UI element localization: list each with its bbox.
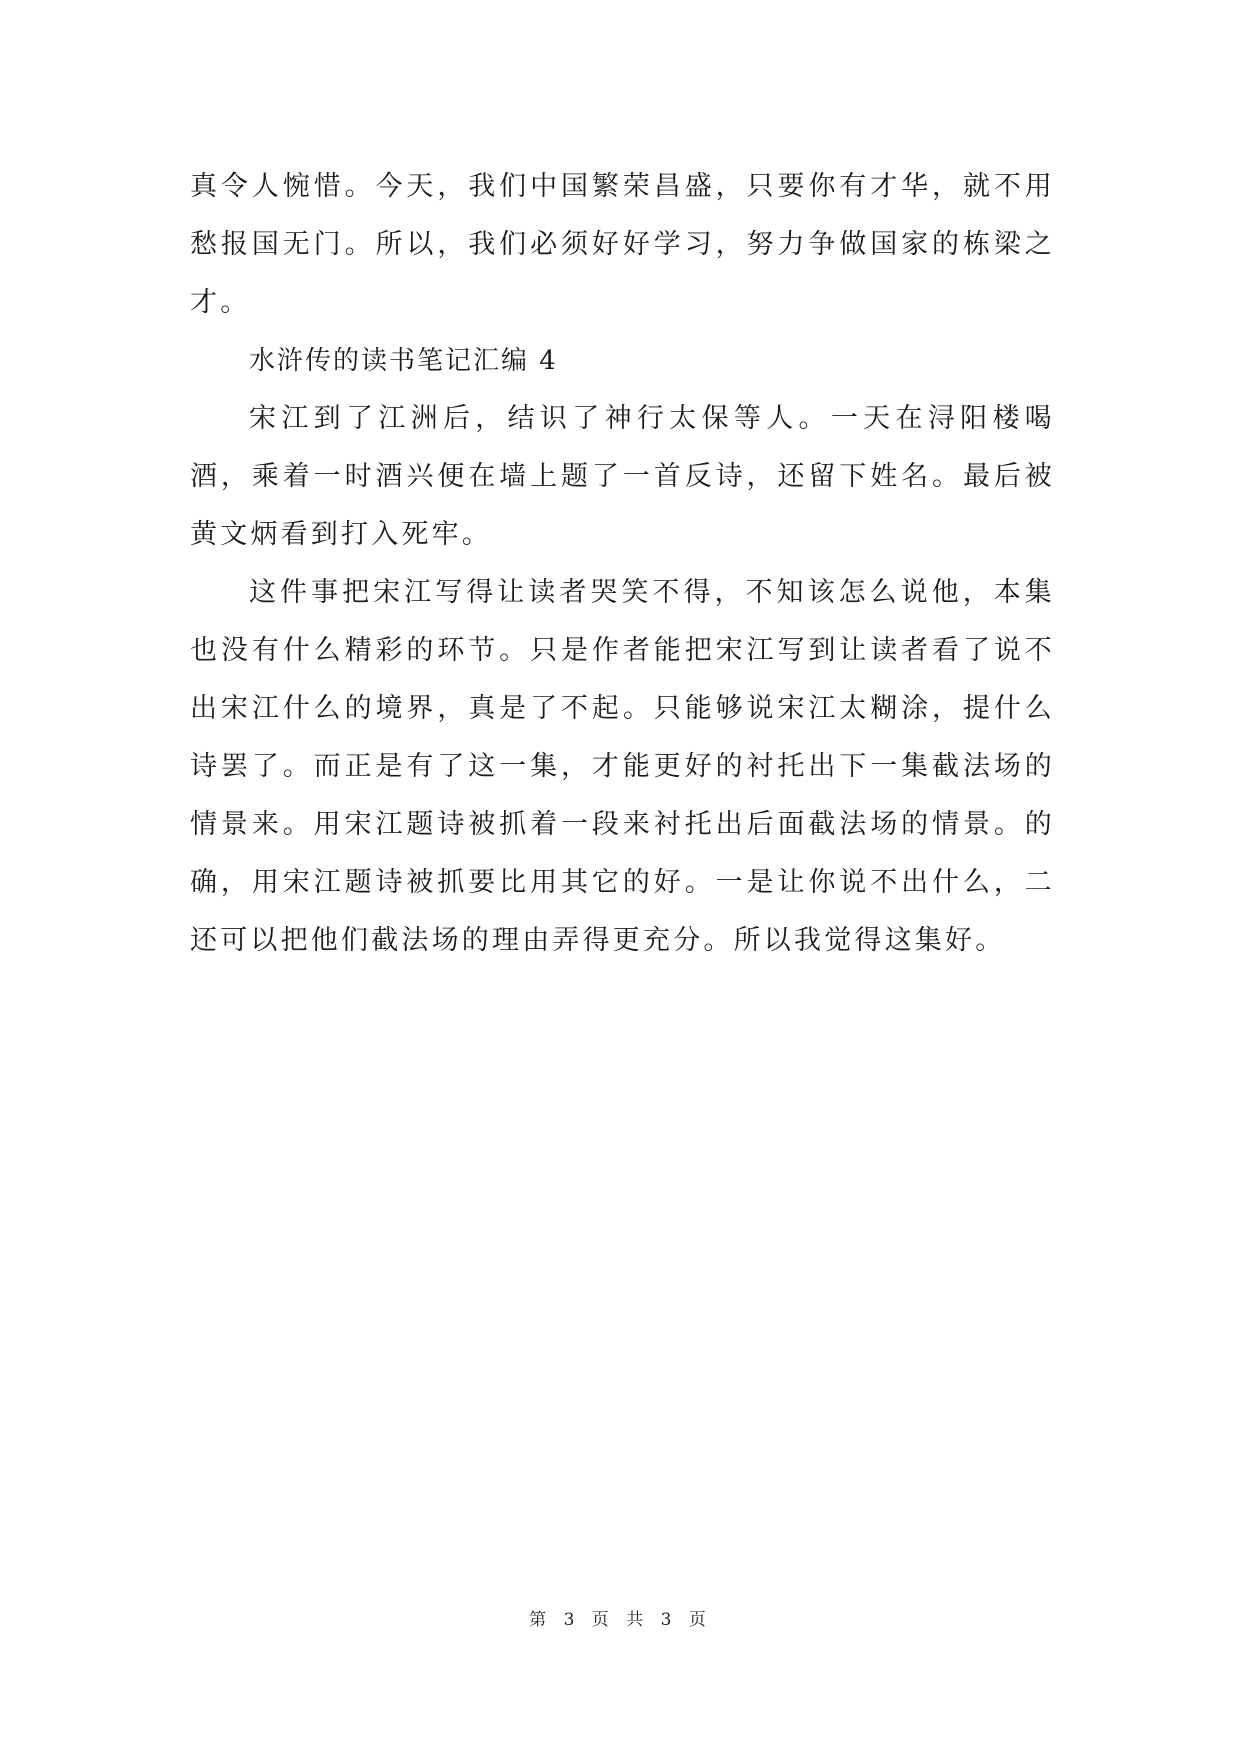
paragraph-continuation: 真令人惋惜。今天，我们中国繁荣昌盛，只要你有才华，就不用愁报国无门。所以，我们必须好好学习，努力争做国家的栋梁之才。 [190, 171, 1055, 318]
section-heading: 水浒传的读书笔记汇编 4 [249, 346, 558, 376]
paragraph-2: 这件事把宋江写得让读者哭笑不得，不知该怎么说他，本集也没有什么精彩的环节。只是作者能把宋江写到让读者看了说不出宋江什么的境界，真是了不起。只能够说宋江太糊涂，提什么诗罢了。而正是有了这一集，才能更好的衬托出下一集截法场的情景来。用宋江题诗被抓着一段来衬托出后面截法场的情景。的确，用宋江题诗被抓要比用其它的好。一是让你说不出什么，二还可以把他们截法场的理由弄得更充分。所以我觉得这集好。 [190, 577, 1055, 956]
paragraph-1: 宋江到了江洲后，结识了神行太保等人。一天在浔阳楼喝酒，乘着一时酒兴便在墙上题了一首反诗，还留下姓名。最后被黄文炳看到打入死牢。 [190, 403, 1055, 550]
document-body [190, 158, 1055, 970]
page-footer: 第 3 页 共 3 页 [529, 1610, 712, 1630]
